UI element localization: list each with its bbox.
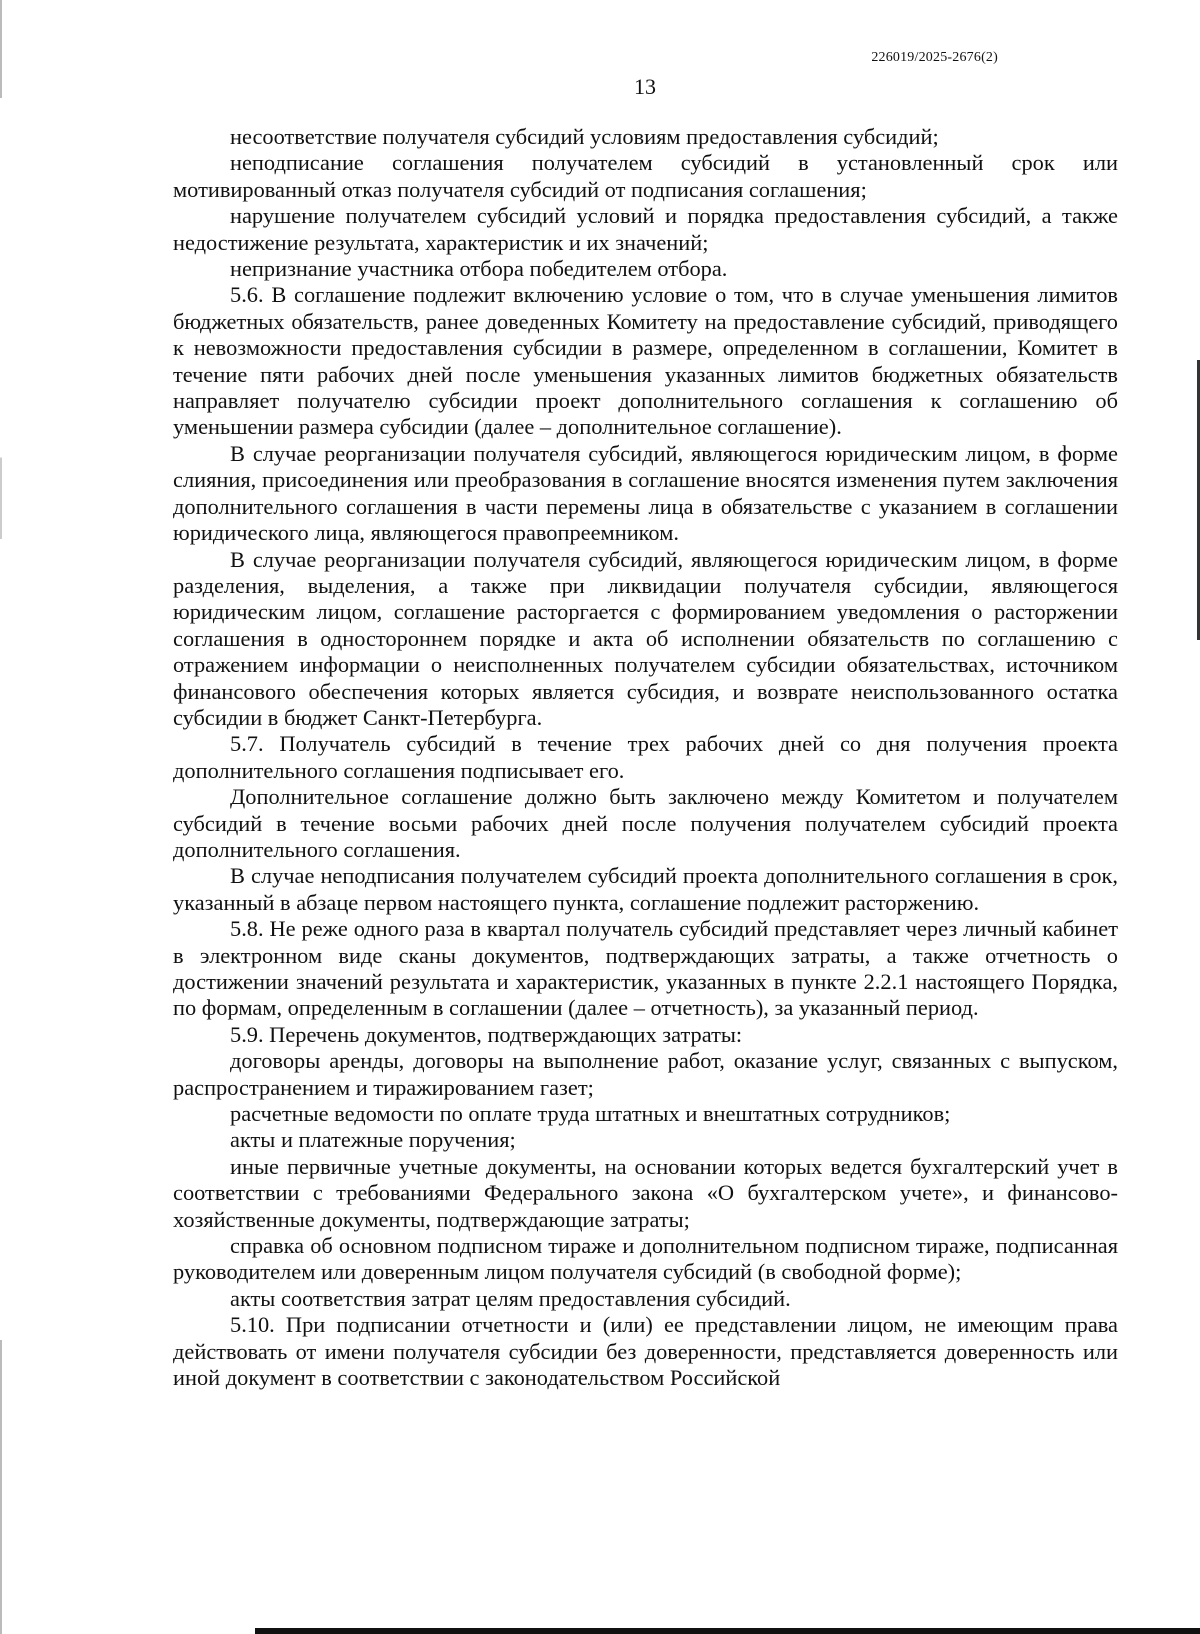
paragraph: расчетные ведомости по оплате труда штатных и внештатных сотрудников; bbox=[230, 1101, 951, 1127]
paragraph: несоответствие получателя субсидий условиям предоставления субсидий; bbox=[230, 124, 939, 149]
paragraph-5-10: 5.10. При подписании отчетности и (или) ее представлении лицом, не имеющим права действовать от имени получателя субсидии без доверенности, представляется доверенность или иной документ в соответствии с законодательством Российской bbox=[173, 1312, 1118, 1391]
paragraph-5-9: 5.9. Перечень документов, подтверждающих затраты: bbox=[230, 1021, 743, 1047]
paragraph: неподписание соглашения получателем субсидий в установленный срок или мотивированный отказ получателя субсидий от подписания соглашения; bbox=[173, 150, 1118, 202]
paragraph-5-8: 5.8. Не реже одного раза в квартал получатель субсидий представляет через личный кабинет в электронном виде сканы документов, подтверждающих затраты, а также отчетность о достижении значений результата и характеристик, указанных в пункте 2.2.1 настоящего Порядка, по формам, определенным в соглашении (далее – отчетность), за указанный период. bbox=[173, 916, 1118, 1021]
paragraph: В случае неподписания получателем субсидий проекта дополнительного соглашения в срок, указанный в абзаце первом настоящего пункта, соглашение подлежит расторжению. bbox=[173, 863, 1118, 915]
paragraph: справка об основном подписном тираже и дополнительном подписном тираже, подписанная руководителем или доверенным лицом получателя субсидий (в свободной форме); bbox=[173, 1233, 1118, 1285]
paragraph: иные первичные учетные документы, на основании которых ведется бухгалтерский учет в соответствии с требованиями Федерального закона «О бухгалтерском учете», и финансово-хозяйственные документы, подтверждающие затраты; bbox=[173, 1153, 1118, 1232]
paragraph: непризнание участника отбора победителем отбора. bbox=[230, 256, 728, 282]
scan-edge-bottom bbox=[255, 1628, 1200, 1634]
paragraph: акты и платежные поручения; bbox=[230, 1127, 516, 1153]
paragraph-5-6: 5.6. В соглашение подлежит включению условие о том, что в случае уменьшения лимитов бюджетных обязательств, ранее доведенных Комитету на предоставление субсидий, приводящего к невозможности предоставления субсидии в размере, определенном в соглашении, Комитет в течение пяти рабочих дней после уменьшения указанных лимитов бюджетных обязательств направляет получателю субсидии проект дополнительного соглашения к соглашению об уменьшении размера субсидии (далее – дополнительное соглашение). bbox=[173, 282, 1118, 440]
document-registration-number: 226019/2025-2676(2) bbox=[871, 50, 998, 65]
page-number: 13 bbox=[634, 74, 656, 99]
paragraph: договоры аренды, договоры на выполнение работ, оказание услуг, связанных с выпуском, распространением и тиражированием газет; bbox=[173, 1048, 1118, 1100]
paragraph: В случае реорганизации получателя субсидий, являющегося юридическим лицом, в форме слияния, присоединения или преобразования в соглашение вносятся изменения путем заключения дополнительного соглашения в части перемены лица в обязательстве с указанием в соглашении юридического лица, являющегося правопреемником. bbox=[173, 440, 1118, 546]
paragraph: В случае реорганизации получателя субсидий, являющегося юридическим лицом, в форме разделения, выделения, а также при ликвидации получателя субсидии, являющегося юридическим лицом, соглашение расторгается с формированием уведомления о расторжении соглашения в одностороннем порядке и акта об исполнении обязательств по соглашению с отражением информации о неисполненных получателем субсидии обязательствах, источником финансового обеспечения которых является субсидия, и возврате неиспользованного остатка субсидии в бюджет Санкт-Петербурга. bbox=[173, 546, 1118, 730]
document-body bbox=[173, 124, 1118, 1392]
paragraph: акты соответствия затрат целям предоставления субсидий. bbox=[230, 1285, 791, 1311]
paragraph-5-7: 5.7. Получатель субсидий в течение трех рабочих дней со дня получения проекта дополнительного соглашения подписывает его. bbox=[173, 731, 1118, 783]
paragraph: Дополнительное соглашение должно быть заключено между Комитетом и получателем субсидий в течение восьми рабочих дней после получения получателем субсидий проекта дополнительного соглашения. bbox=[173, 784, 1118, 862]
paragraph: нарушение получателем субсидий условий и порядка предоставления субсидий, а также недостижение результата, характеристик и их значений; bbox=[173, 203, 1118, 255]
scan-edge-left bbox=[0, 0, 2, 1634]
